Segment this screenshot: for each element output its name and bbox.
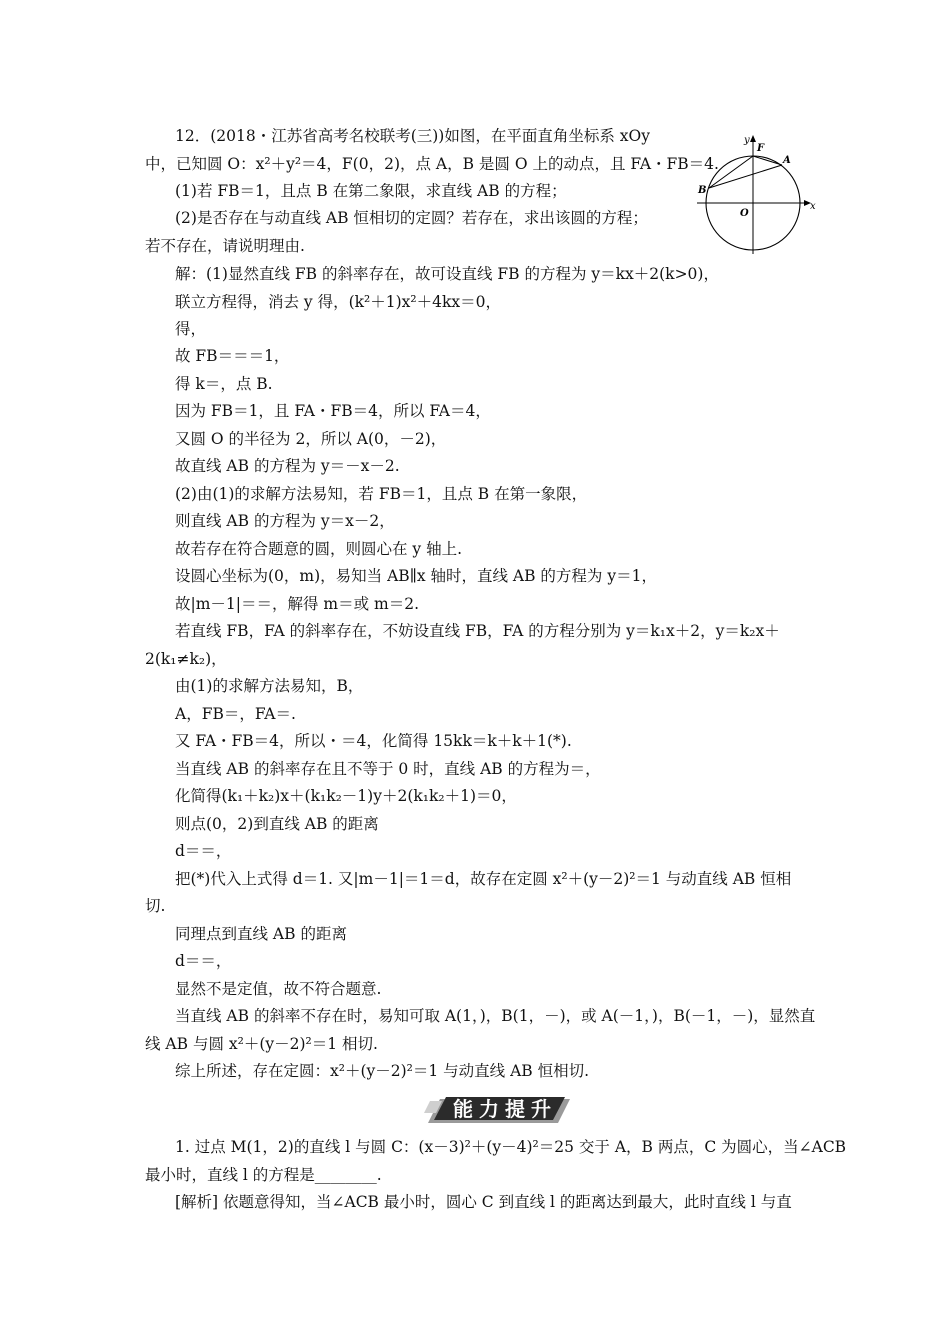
label-b: B (698, 185, 707, 196)
problem-1-line-2: 最小时，直线 l 的方程是________. (145, 1166, 382, 1184)
solution-line: 综上所述，存在定圆：x²＋(y－2)²＝1 与动直线 AB 恒相切. (175, 1062, 590, 1080)
solution-line: 解：(1)显然直线 FB 的斜率存在，故可设直线 FB 的方程为 y＝kx＋2(k>0)， (175, 265, 719, 283)
solution-line: A，FB＝，FA＝. (175, 705, 296, 723)
segment-fb (709, 156, 753, 188)
solution-line: 当直线 AB 的斜率存在且不等于 0 时，直线 AB 的方程为＝， (175, 760, 601, 778)
solution-line: d＝＝， (175, 952, 232, 970)
label-a: A (783, 155, 791, 166)
solution-line: (2)由(1)的求解方法易知，若 FB＝1，且点 B 在第一象限， (175, 485, 588, 503)
solution-line: 故若存在符合题意的圆，则圆心在 y 轴上. (175, 540, 463, 558)
problem-12-question-2-cont: 若不存在，请说明理由. (145, 237, 305, 255)
problem-12-condition: 中，已知圆 O：x²＋y²＝4，F(0，2)，点 A，B 是圆 O 上的动点，且 FA・FB＝4. (145, 155, 719, 173)
solution-line: 因为 FB＝1，且 FA・FB＝4，所以 FA＝4， (175, 402, 491, 420)
label-y: y (744, 135, 750, 146)
solution-line: 得， (175, 320, 207, 338)
label-f: F (757, 143, 765, 154)
solution-line: 故 FB＝＝＝1， (175, 347, 290, 365)
solution-line: 当直线 AB 的斜率不存在时，易知可取 A(1，)，B(1，－)，或 A(－1，)，B(－1，－)，显然直 (175, 1007, 816, 1025)
section-title: 能力提升 (453, 1097, 557, 1121)
circle-figure (693, 128, 818, 256)
solution-line: 显然不是定值，故不符合题意. (175, 980, 382, 998)
solution-line: 同理点到直线 AB 的距离 (175, 925, 347, 943)
solution-line: 又圆 O 的半径为 2，所以 A(0，－2)， (175, 430, 447, 448)
solution-line: 则点(0，2)到直线 AB 的距离 (175, 815, 379, 833)
problem-12-question-2: (2)是否存在与动直线 AB 恒相切的定圆？若存在，求出该圆的方程； (175, 209, 648, 227)
solution-line: 若直线 FB，FA 的斜率存在，不妨设直线 FB，FA 的方程分别为 y＝k₁x＋2，y＝k₂x＋ (175, 622, 780, 640)
solution-line: 2(k₁≠k₂)， (145, 650, 227, 668)
solution-line: 联立方程得，消去 y 得，(k²＋1)x²＋4kx＝0， (175, 293, 501, 311)
solution-line: 又 FA・FB＝4，所以・＝4，化简得 15kk＝k＋k＋1(*). (175, 732, 572, 750)
label-x: x (810, 201, 816, 212)
solution-line: 则直线 AB 的方程为 y＝x－2， (175, 512, 395, 530)
problem-1-line-1: 1. 过点 M(1，2)的直线 l 与圆 C：(x－3)²＋(y－4)²＝25 交于 A，B 两点，C 为圆心，当∠ACB (175, 1138, 847, 1156)
solution-line: 化简得(k₁＋k₂)x＋(k₁k₂－1)y＋2(k₁k₂＋1)＝0， (175, 787, 517, 805)
solution-line: 切. (145, 897, 166, 915)
label-o: O (740, 208, 749, 219)
solution-line: 由(1)的求解方法易知，B， (175, 677, 364, 695)
solution-line: 得 k＝，点 B. (175, 375, 273, 393)
problem-12-question-1: (1)若 FB＝1，且点 B 在第二象限，求直线 AB 的方程； (175, 182, 567, 200)
solution-line: 故|m－1|＝＝，解得 m＝或 m＝2. (175, 595, 420, 613)
solution-line: 故直线 AB 的方程为 y＝－x－2. (175, 457, 400, 475)
solution-line: 线 AB 与圆 x²＋(y－2)²＝1 相切. (145, 1035, 378, 1053)
segment-fa (753, 156, 782, 165)
solution-line: d＝＝， (175, 842, 232, 860)
problem-1-analysis: [解析] 依题意得知，当∠ACB 最小时，圆心 C 到直线 l 的距离达到最大，此时直线 l 与直 (175, 1193, 792, 1211)
problem-12-header: 12．(2018・江苏省高考名校联考(三))如图，在平面直角坐标系 xOy (175, 127, 650, 145)
solution-line: 设圆心坐标为(0，m)，易知当 AB∥x 轴时，直线 AB 的方程为 y＝1， (175, 567, 657, 585)
solution-line: 把(*)代入上式得 d＝1. 又|m－1|＝1＝d，故存在定圆 x²＋(y－2)²＝1 与动直线 AB 恒相 (175, 870, 792, 888)
segment-ab (709, 165, 782, 188)
y-axis-arrow (750, 135, 756, 142)
